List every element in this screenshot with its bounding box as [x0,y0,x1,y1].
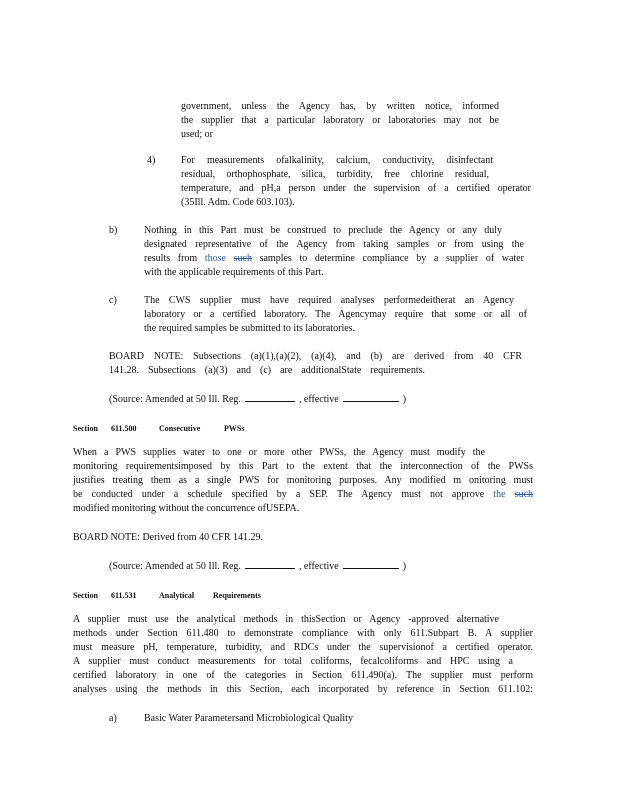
text-line: the required samples be submitted to its laboratories. [144,323,356,334]
blank-line [245,392,295,402]
section-heading: Section 611.500 Consecutive PWSs [73,424,245,433]
text-line: monitoring requirementsimposed by this Part to the extent that the interconnection of the PWSs [73,461,533,472]
section-heading: Section 611.531 Analytical Requirements [73,591,261,600]
section-531-body [73,613,533,697]
text-line-with-amendment: results from those such samples to determine compliance by a supplier of water [144,253,525,264]
text-line: 141.28. Subsections (a)(3) and (c) are additionalState requirements. [109,365,425,376]
deleted-text: such [514,489,534,500]
inserted-text: the [493,489,506,500]
board-note [109,350,522,378]
text-line: residual, orthophosphate, silica, turbidity, free chlorine residual, [181,169,489,180]
text-line: modified monitoring without the concurrence ofUSEPA. [73,503,300,514]
text-line: designated representative of the Agency from taking samples or from using the [144,239,524,250]
text-line: with the applicable requirements of this Part. [144,267,324,278]
text-line: must measure pH, temperature, turbidity, and RDCs under the supervisionof a certified operator. [73,642,533,653]
subsection-c-text [144,294,527,336]
subsection-c-label: c) [109,295,117,306]
source-note: (Source: Amended at 50 Ill. Reg. , effective ) [109,394,407,405]
blank-line [245,559,295,569]
item-4-text [181,154,531,210]
text-line: For measurements ofalkalinity, calcium, conductivity, disinfectant [181,155,493,166]
text-line: (35Ill. Adm. Code 603.103). [181,197,295,208]
source-note: (Source: Amended at 50 Ill. Reg. , effective ) [109,561,407,572]
subsection-b-label: b) [109,225,118,236]
blank-line [343,392,399,402]
text-line: government, unless the Agency has, by written notice, informed [181,101,499,112]
subsection-b-text [144,224,524,280]
subsection-a-title: Basic Water Parametersand Microbiological Quality [144,713,353,724]
inserted-text: those [204,253,226,264]
board-note: BOARD NOTE: Derived from 40 CFR 141.29. [73,532,263,543]
text-line: used; or [181,129,213,140]
text-line: methods under Section 611.480 to demonstrate compliance with only 611.Subpart B. A supplier [73,628,533,639]
text-line: A supplier must conduct measurements for total coliforms, fecalcoliforms and HPC using a [73,656,513,667]
text-line: analyses using the methods in this Section, each incorporated by reference in Section 611.102: [73,684,533,695]
deleted-text: such [233,253,252,264]
section-500-body [73,446,533,516]
text-line-with-amendment: be conducted under a schedule specified by a SEP. The Agency must not approve the such [73,489,534,500]
text-line: BOARD NOTE: Subsections (a)(1),(a)(2), (a)(4), and (b) are derived from 40 CFR [109,351,522,362]
text-line: The CWS supplier must have required analyses performedeitherat an Agency [144,295,514,306]
item-4-label: 4) [147,155,156,166]
text-line: the supplier that a particular laboratory or laboratories may not be [181,115,499,126]
text-line: A supplier must use the analytical methods in thisSection or Agency -approved alternative [73,614,499,625]
text-line: When a PWS supplies water to one or more other PWSs, the Agency must modify the [73,447,485,458]
text-line: justifies treating them as a single PWS for monitoring purposes. Any modified m onitoring must [73,475,533,486]
item-3-continuation [181,100,499,142]
text-line: temperature, and pH,a person under the supervision of a certified operator [181,183,531,194]
text-line: laboratory or a certified laboratory. The Agencymay require that some or all of [144,309,527,320]
subsection-a-label: a) [109,713,117,724]
blank-line [343,559,399,569]
text-line: Nothing in this Part must be construed to preclude the Agency or any duly [144,225,502,236]
text-line: certified laboratory in one of the categories in Section 611.490(a). The supplier must perform [73,670,533,681]
